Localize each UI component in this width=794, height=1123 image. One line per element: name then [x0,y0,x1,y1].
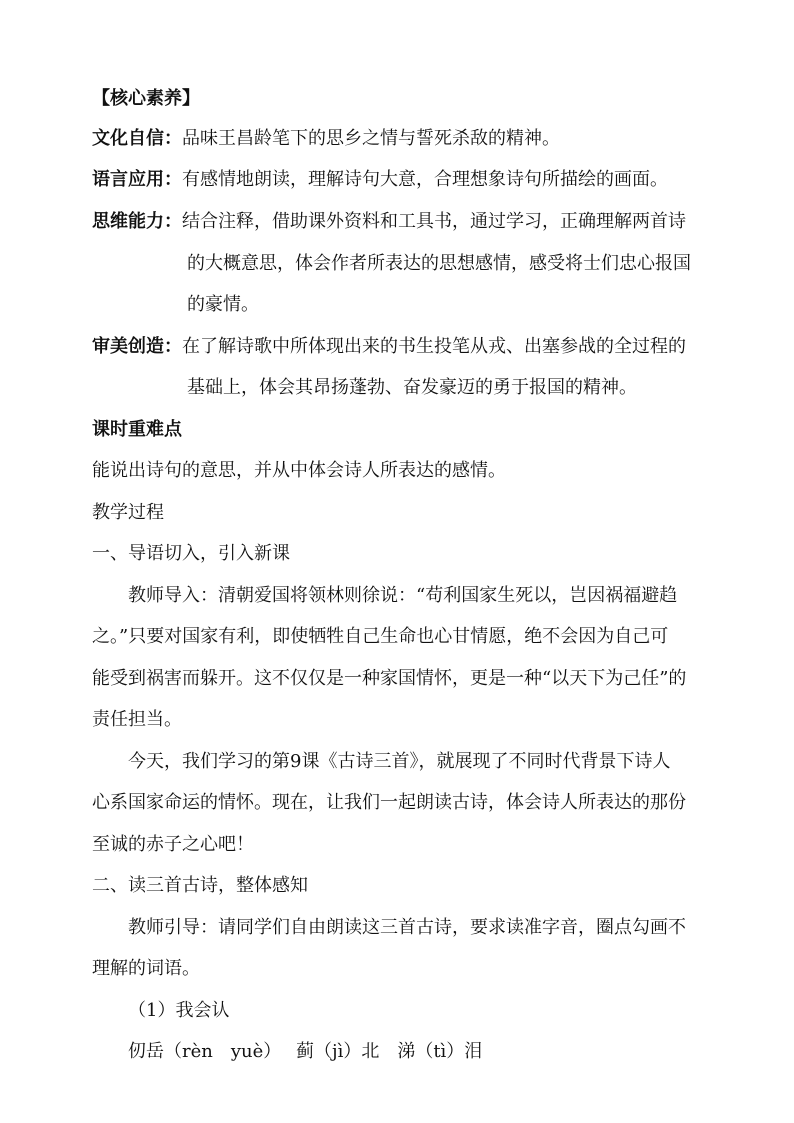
section-1-paragraph-2-line: 心系国家命运的情怀。现在，让我们一起朗读古诗，体会诗人所表达的那份 [92,792,686,813]
competency-text: 在了解诗歌中所体现出来的书生投笔从戎、出塞参战的全过程的 [182,336,686,357]
competency-text-continuation: 的大概意思，体会作者所表达的思想感情，感受将士们忠心报国 [187,253,691,274]
section-1-paragraph-1-line: 之。”只要对国家有利，即使牺牲自己生命也心甘情愿，绝不会因为自己可 [92,626,669,647]
section-1-paragraph-2-line: 今天，我们学习的第9课《古诗三首》，就展现了不同时代背景下诗人 [128,751,671,772]
section-2-paragraph-line: 教师引导：请同学们自由朗读这三首古诗，要求读准字音，圈点勾画不 [128,917,686,938]
section-1-paragraph-1-line: 责任担当。 [92,709,182,730]
process-heading: 教学过程 [92,502,164,523]
core-literacy-heading: 【核心素养】 [92,88,200,109]
recognize-words: 仞岳（rèn yuè） 蓟（jì）北 涕（tì）泪 [128,1041,483,1062]
competency-thinking-ability [92,211,686,233]
competency-text-continuation: 基础上，体会其昂扬蓬勃、奋发豪迈的勇于报国的精神。 [187,377,637,398]
competency-label: 语言应用： [92,169,182,190]
competency-label: 审美创造： [92,336,182,357]
competency-language-use [92,169,668,191]
competency-label: 文化自信： [92,128,182,149]
competency-text: 结合注释，借助课外资料和工具书，通过学习，正确理解两首诗 [182,211,686,232]
competency-text: 品味王昌龄笔下的思乡之情与誓死杀敌的精神。 [182,128,560,149]
section-2-paragraph-line: 理解的词语。 [92,958,200,979]
competency-text: 有感情地朗读，理解诗句大意，合理想象诗句所描绘的画面。 [182,169,668,190]
key-points-heading: 课时重难点 [92,419,182,440]
recognize-title: （1）我会认 [128,1000,230,1021]
competency-cultural-confidence [92,128,560,150]
section-1-title: 一、导语切入，引入新课 [92,543,290,564]
section-1-paragraph-1-line: 能受到祸害而躲开。这不仅仅是一种家国情怀，更是一种“以天下为己任”的 [92,668,687,689]
section-1-paragraph-2-line: 至诚的赤子之心吧！ [92,834,254,855]
competency-aesthetic-creation [92,336,686,358]
competency-label: 思维能力： [92,211,182,232]
competency-text-continuation: 的豪情。 [187,294,259,315]
section-2-title: 二、读三首古诗，整体感知 [92,875,308,896]
section-1-paragraph-1-line: 教师导入：清朝爱国将领林则徐说：“苟利国家生死以，岂因祸福避趋 [128,585,678,606]
key-points-text: 能说出诗句的意思，并从中体会诗人所表达的感情。 [92,460,506,481]
